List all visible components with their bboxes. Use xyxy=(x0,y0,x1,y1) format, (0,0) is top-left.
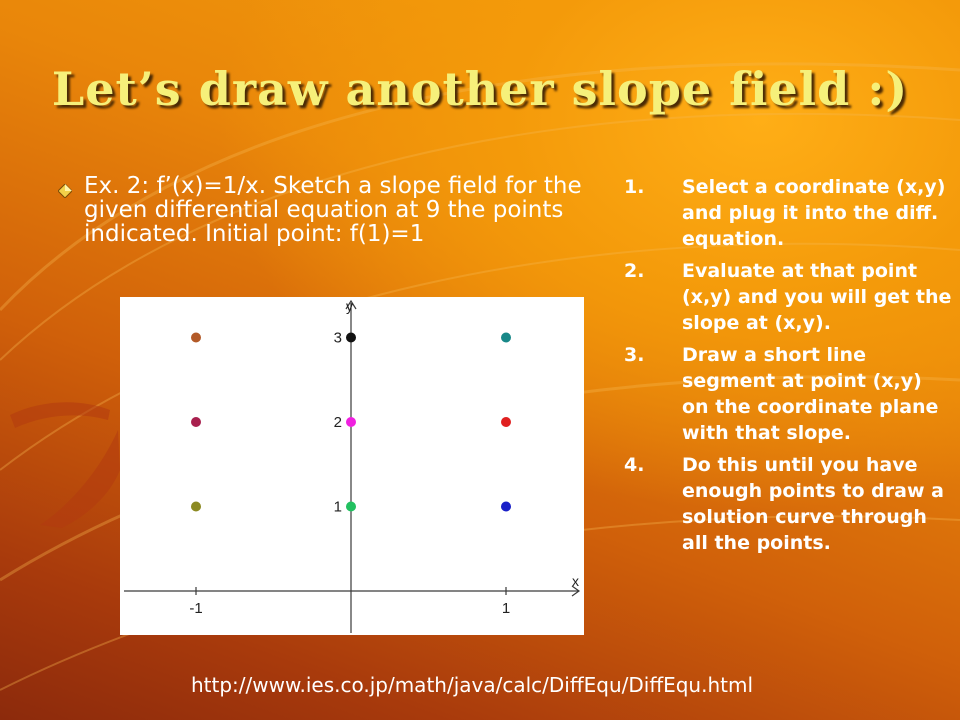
step-item xyxy=(624,258,954,336)
x-tick-label: 1 xyxy=(501,600,511,617)
step-item xyxy=(624,174,954,252)
plot-canvas xyxy=(120,297,584,635)
step-text: Do this until you have enough points to draw a solution curve through all the points. xyxy=(682,454,944,554)
source-url: http://www.ies.co.jp/math/java/calc/DiffEqu/DiffEqu.html xyxy=(190,673,754,697)
y-axis-label: y xyxy=(346,298,353,314)
example-text: Ex. 2: f’(x)=1/x. Sketch a slope field for the given differential equation at 9 the points indicated. Initial point: f(1)=1 xyxy=(84,173,582,247)
step-number: 2. xyxy=(624,260,645,282)
plot-point xyxy=(501,333,511,343)
diamond-bullet-icon xyxy=(58,174,84,202)
x-axis-label: x xyxy=(572,573,579,589)
plot-point xyxy=(346,333,356,343)
plot-point xyxy=(346,502,356,512)
y-tick-label: 2 xyxy=(333,414,342,431)
y-tick-label: 1 xyxy=(333,498,342,516)
plot-point xyxy=(191,417,201,427)
runner-silhouette xyxy=(10,402,120,528)
x-tick-label: -1 xyxy=(189,600,203,617)
example-bullet xyxy=(58,174,598,246)
step-text: Draw a short line segment at point (x,y) on the coordinate plane with that slope. xyxy=(682,344,939,444)
step-number: 4. xyxy=(624,454,645,476)
plot-point xyxy=(501,502,511,512)
step-text: Evaluate at that point (x,y) and you will get the slope at (x,y). xyxy=(682,260,952,334)
plot-point xyxy=(501,417,511,427)
step-item xyxy=(624,342,954,446)
plot-point xyxy=(191,502,201,512)
step-text: Select a coordinate (x,y) and plug it into the diff. equation. xyxy=(682,176,946,250)
steps-list xyxy=(624,174,954,562)
step-item xyxy=(624,452,954,556)
slope-field-plot xyxy=(120,297,584,635)
slide-title: Let’s draw another slope field :) xyxy=(51,62,909,116)
plot-point xyxy=(346,417,356,427)
step-number: 1. xyxy=(624,176,645,198)
plot-point xyxy=(191,333,201,343)
y-tick-label: 3 xyxy=(333,329,342,347)
step-number: 3. xyxy=(624,344,645,366)
